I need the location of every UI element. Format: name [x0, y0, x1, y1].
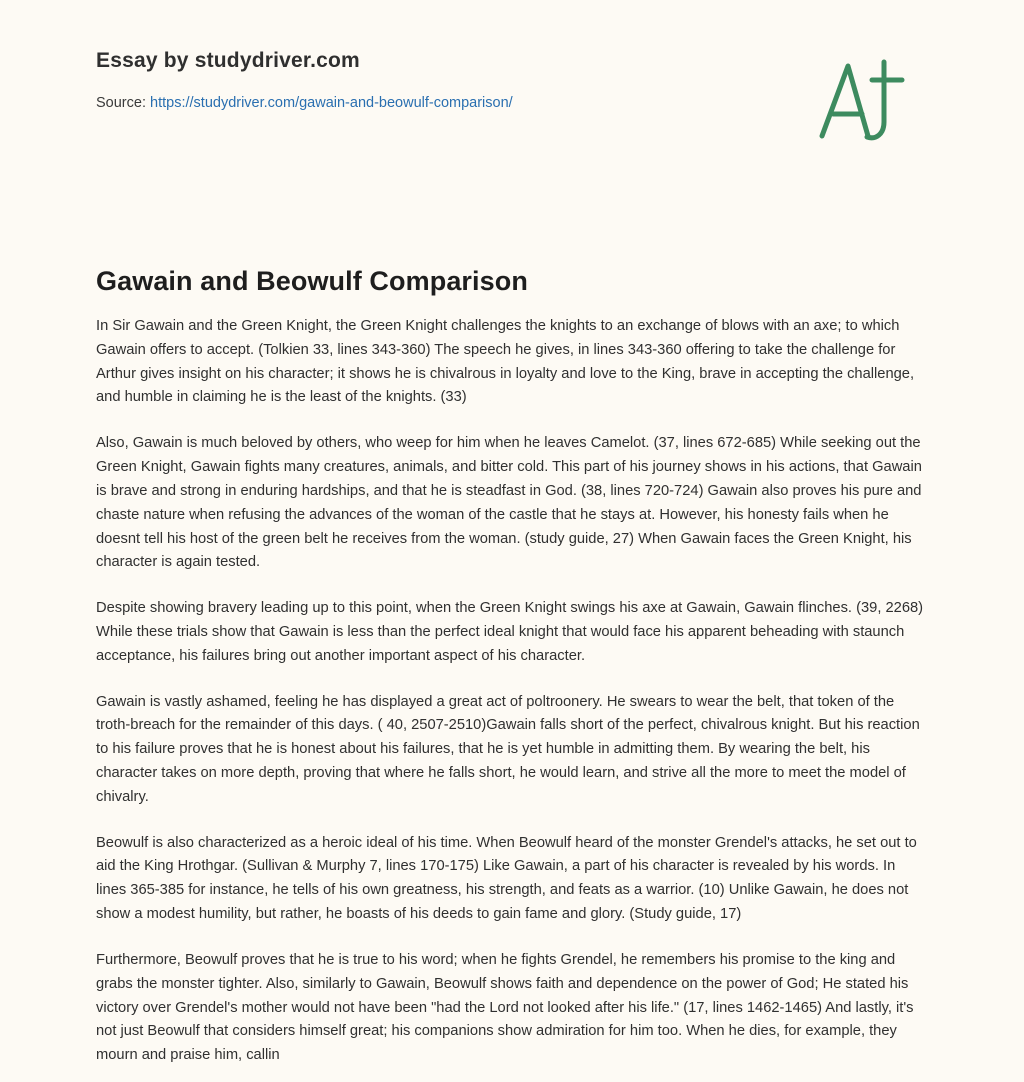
paragraph: Gawain is vastly ashamed, feeling he has displayed a great act of poltroonery. He swears to wear the belt, that token of the troth-breach for the remainder of this days. ( 40, 2507-2510)Gawain falls short of the perfect, chivalrous knight. But his reaction to his failure proves that he is honest about his failures, that he is yet humble in admitting them. By wearing the belt, his character takes on more depth, proving that where he falls short, he would learn, and strive all the more to meet the model of chivalry. [96, 693, 920, 805]
studydriver-monogram-logo [810, 52, 920, 148]
source-line [96, 95, 928, 111]
paragraph: Also, Gawain is much beloved by others, who weep for him when he leaves Camelot. (37, lines 672-685) While seeking out the Green Knight, Gawain fights many creatures, animals, and bitter cold. This part of his journey shows in his actions, that Gawain is brave and strong in enduring hardships, and that he is steadfast in God. (38, lines 720-724) Gawain also proves his pure and chaste nature when refusing the advances of the woman of the castle that he stays at. However, his honesty fails when he doesnt tell his host of the green belt he receives from the woman. (study guide, 27) When Gawain faces the Green Knight, his character is again tested. [96, 435, 922, 571]
document-body [96, 315, 928, 1068]
paragraph: Furthermore, Beowulf proves that he is true to his word; when he fights Grendel, he remembers his promise to the king and grabs the monster tighter. Also, similarly to Gawain, Beowulf shows faith and dependence on the power of God; He stated his victory over Grendel's mother would not have been "had the Lord not looked after his life." (17, lines 1462-1465) And lastly, it's not just Beowulf that considers himself great; his companions show admiration for him too. When he dies, for example, they mourn and praise him, callin [96, 951, 914, 1064]
paragraph: Despite showing bravery leading up to this point, when the Green Knight swings his axe at Gawain, Gawain flinches. (39, 2268) While these trials show that Gawain is less than the perfect ideal knight that would face his apparent beheading with staunch acceptance, his failures bring out another important aspect of his character. [96, 600, 924, 664]
source-url-link[interactable]: https://studydriver.com/gawain-and-beowulf-comparison/ [150, 95, 513, 112]
page-title: Gawain and Beowulf Comparison [96, 266, 528, 297]
document-header [96, 48, 928, 168]
source-label: Source: [96, 95, 146, 112]
paragraph: Beowulf is also characterized as a heroic ideal of his time. When Beowulf heard of the monster Grendel's attacks, he set out to aid the King Hrothgar. (Sullivan & Murphy 7, lines 170-175) Like Gawain, a part of his character is revealed by his words. In lines 365-385 for instance, he tells of his own greatness, his strength, and feats as a warrior. (10) Unlike Gawain, he does not show a modest humility, but rather, he boasts of his deeds to gain fame and glory. (Study guide, 17) [96, 834, 917, 923]
essay-byline: Essay by studydriver.com [96, 49, 360, 72]
paragraph: In Sir Gawain and the Green Knight, the Green Knight challenges the knights to an exchange of blows with an axe; to which Gawain offers to accept. (Tolkien 33, lines 343-360) The speech he gives, in lines 343-360 offering to take the challenge for Arthur gives insight on his character; it shows he is chivalrous in loyalty and love to the King, brave in accepting the challenge, and humble in claiming he is the least of the knights. (33) [96, 318, 915, 406]
